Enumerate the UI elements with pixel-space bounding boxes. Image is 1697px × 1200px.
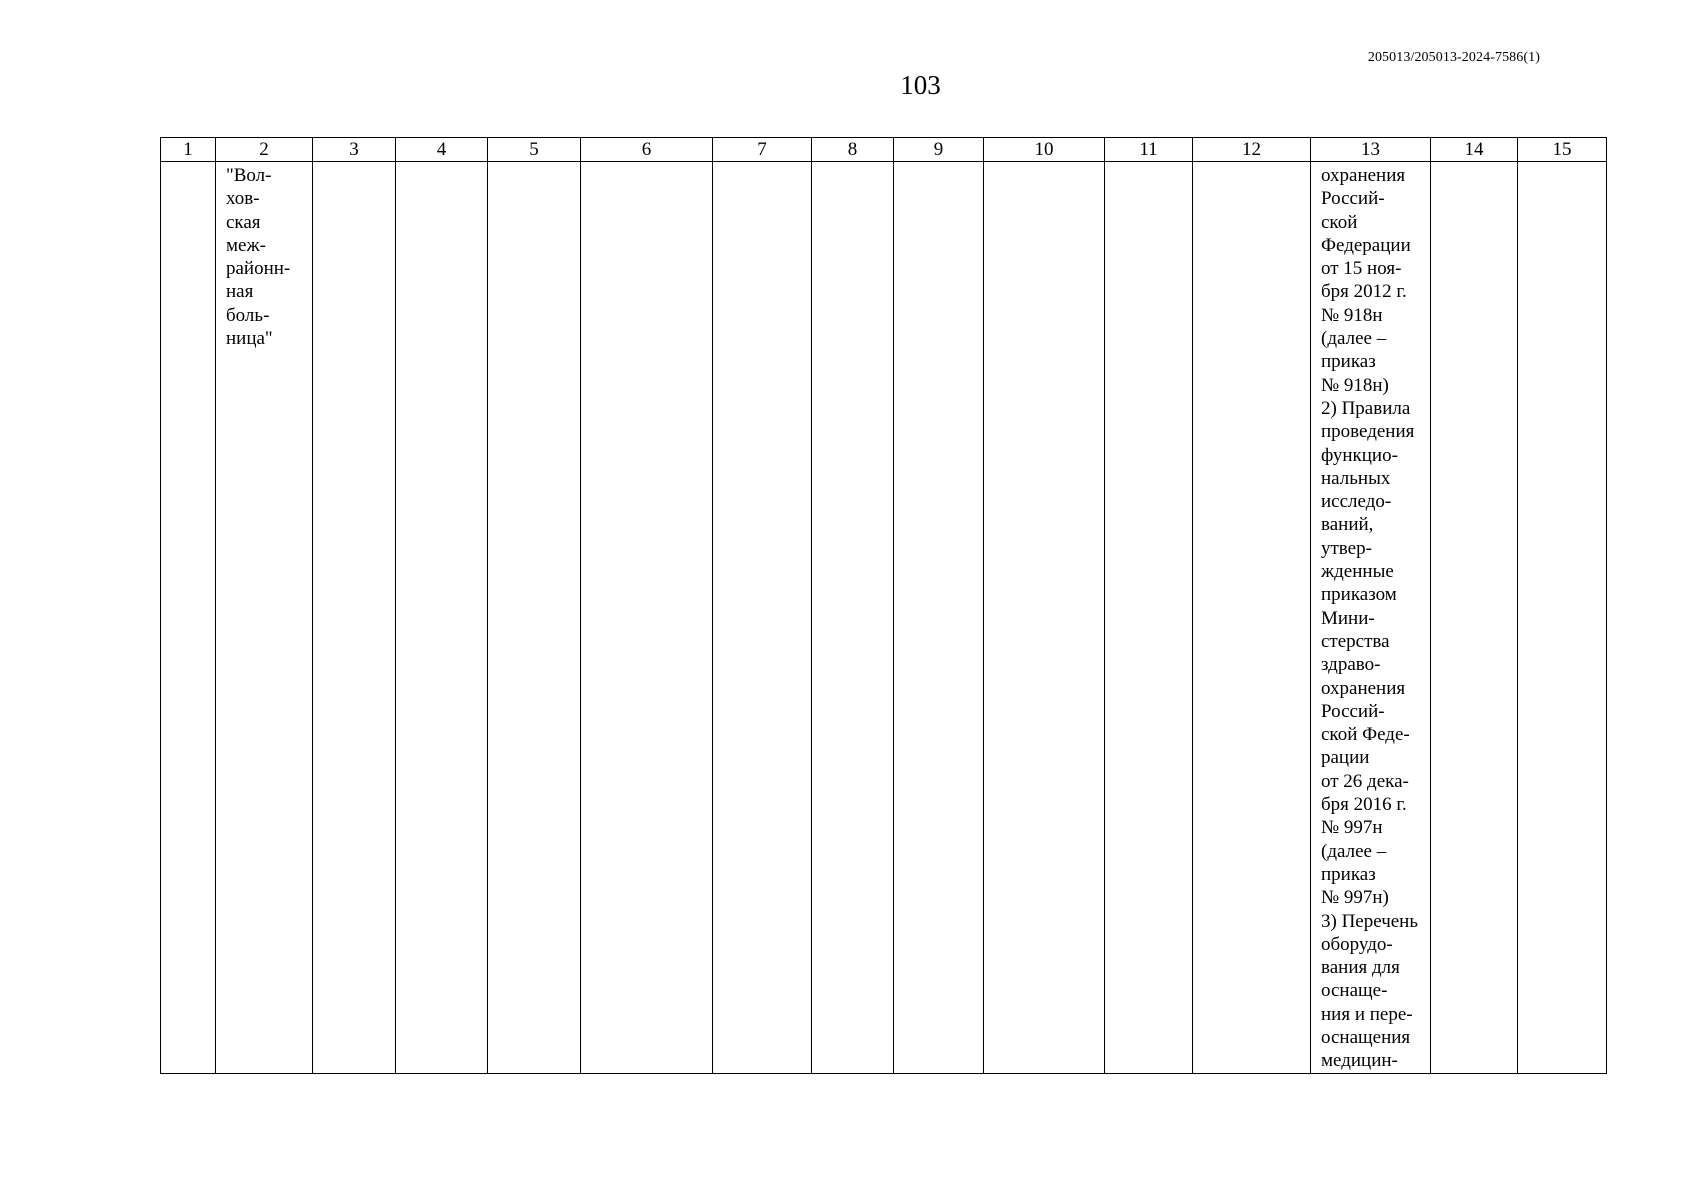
text-line: "Вол- [226,165,272,186]
text-line: 2) Правила [1321,397,1411,419]
table-cell-col-11 [1105,162,1193,1074]
text-line: вания для [1321,957,1400,979]
text-line: № 997н [1321,817,1383,839]
text-line: оснащения [1321,1026,1411,1048]
text-line: приказом [1321,584,1397,606]
column-header-11: 11 [1105,138,1193,162]
text-line: охранения [1321,165,1406,186]
text-line: приказ [1321,351,1376,373]
text-line: (далее – [1321,328,1387,350]
text-line: меж- [226,234,266,256]
document-id: 205013/205013-2024-7586(1) [1367,50,1540,65]
text-line: бря 2012 г. [1321,281,1407,303]
column-header-3: 3 [313,138,396,162]
text-line: Мини- [1321,607,1375,629]
table-cell-col-2 [216,162,313,1074]
column-header-10: 10 [984,138,1105,162]
data-table [160,137,1607,1074]
table-cell-col-1 [161,162,216,1074]
column-header-9: 9 [894,138,984,162]
text-line: № 918н [1321,304,1383,326]
text-line: Федерации [1321,234,1411,256]
table-row [161,162,1607,1074]
table-cell-col-13 [1311,162,1431,1074]
column-header-7: 7 [713,138,812,162]
institution-name-text [216,162,312,350]
text-line: ская [226,211,261,233]
table-cell-col-5 [488,162,581,1074]
text-line: (далее – [1321,840,1387,862]
column-header-12: 12 [1193,138,1311,162]
column-header-4: 4 [396,138,488,162]
text-line: функцио- [1321,444,1398,466]
text-line: здраво- [1321,654,1381,676]
text-line: хов- [226,188,260,210]
column-header-8: 8 [812,138,894,162]
text-line: № 918н) [1321,374,1389,396]
text-line: ской [1321,211,1358,233]
text-line: ния и пере- [1321,1003,1413,1025]
text-line: исследо- [1321,491,1392,513]
column-header-13: 13 [1311,138,1431,162]
text-line: районн- [226,258,291,280]
table-cell-col-15 [1518,162,1607,1074]
table-cell-col-9 [894,162,984,1074]
table-cell-col-12 [1193,162,1311,1074]
text-line: охранения [1321,677,1406,699]
text-line: бря 2016 г. [1321,794,1407,816]
text-line: рации [1321,747,1370,769]
text-line: боль- [226,304,270,326]
column-header-5: 5 [488,138,581,162]
text-line: стерства [1321,630,1390,652]
regulations-text [1311,162,1430,1073]
table-cell-col-7 [713,162,812,1074]
table-cell-col-14 [1431,162,1518,1074]
text-line: жденные [1321,561,1394,583]
text-line: ница" [226,328,273,350]
text-line: Россий- [1321,188,1385,210]
text-line: проведения [1321,421,1415,443]
text-line: приказ [1321,863,1376,885]
page-number: 103 [900,70,941,100]
text-line: ской Феде- [1321,724,1410,746]
column-header-6: 6 [581,138,713,162]
table-cell-col-6 [581,162,713,1074]
text-line: нальных [1321,467,1391,489]
table-cell-col-4 [396,162,488,1074]
text-line: Россий- [1321,700,1385,722]
text-line: ная [226,281,254,303]
column-header-14: 14 [1431,138,1518,162]
text-line: 3) Перечень [1321,910,1419,932]
column-header-1: 1 [161,138,216,162]
text-line: оснаще- [1321,980,1388,1002]
text-line: оборудо- [1321,933,1393,955]
column-header-15: 15 [1518,138,1607,162]
table-cell-col-10 [984,162,1105,1074]
column-header-2: 2 [216,138,313,162]
text-line: от 26 дека- [1321,770,1409,792]
text-line: ваний, [1321,514,1374,536]
table-header-row [161,138,1607,162]
table-cell-col-3 [313,162,396,1074]
text-line: от 15 ноя- [1321,258,1402,280]
text-line: медицин- [1321,1050,1398,1072]
text-line: № 997н) [1321,887,1389,909]
table-cell-col-8 [812,162,894,1074]
text-line: утвер- [1321,537,1372,559]
